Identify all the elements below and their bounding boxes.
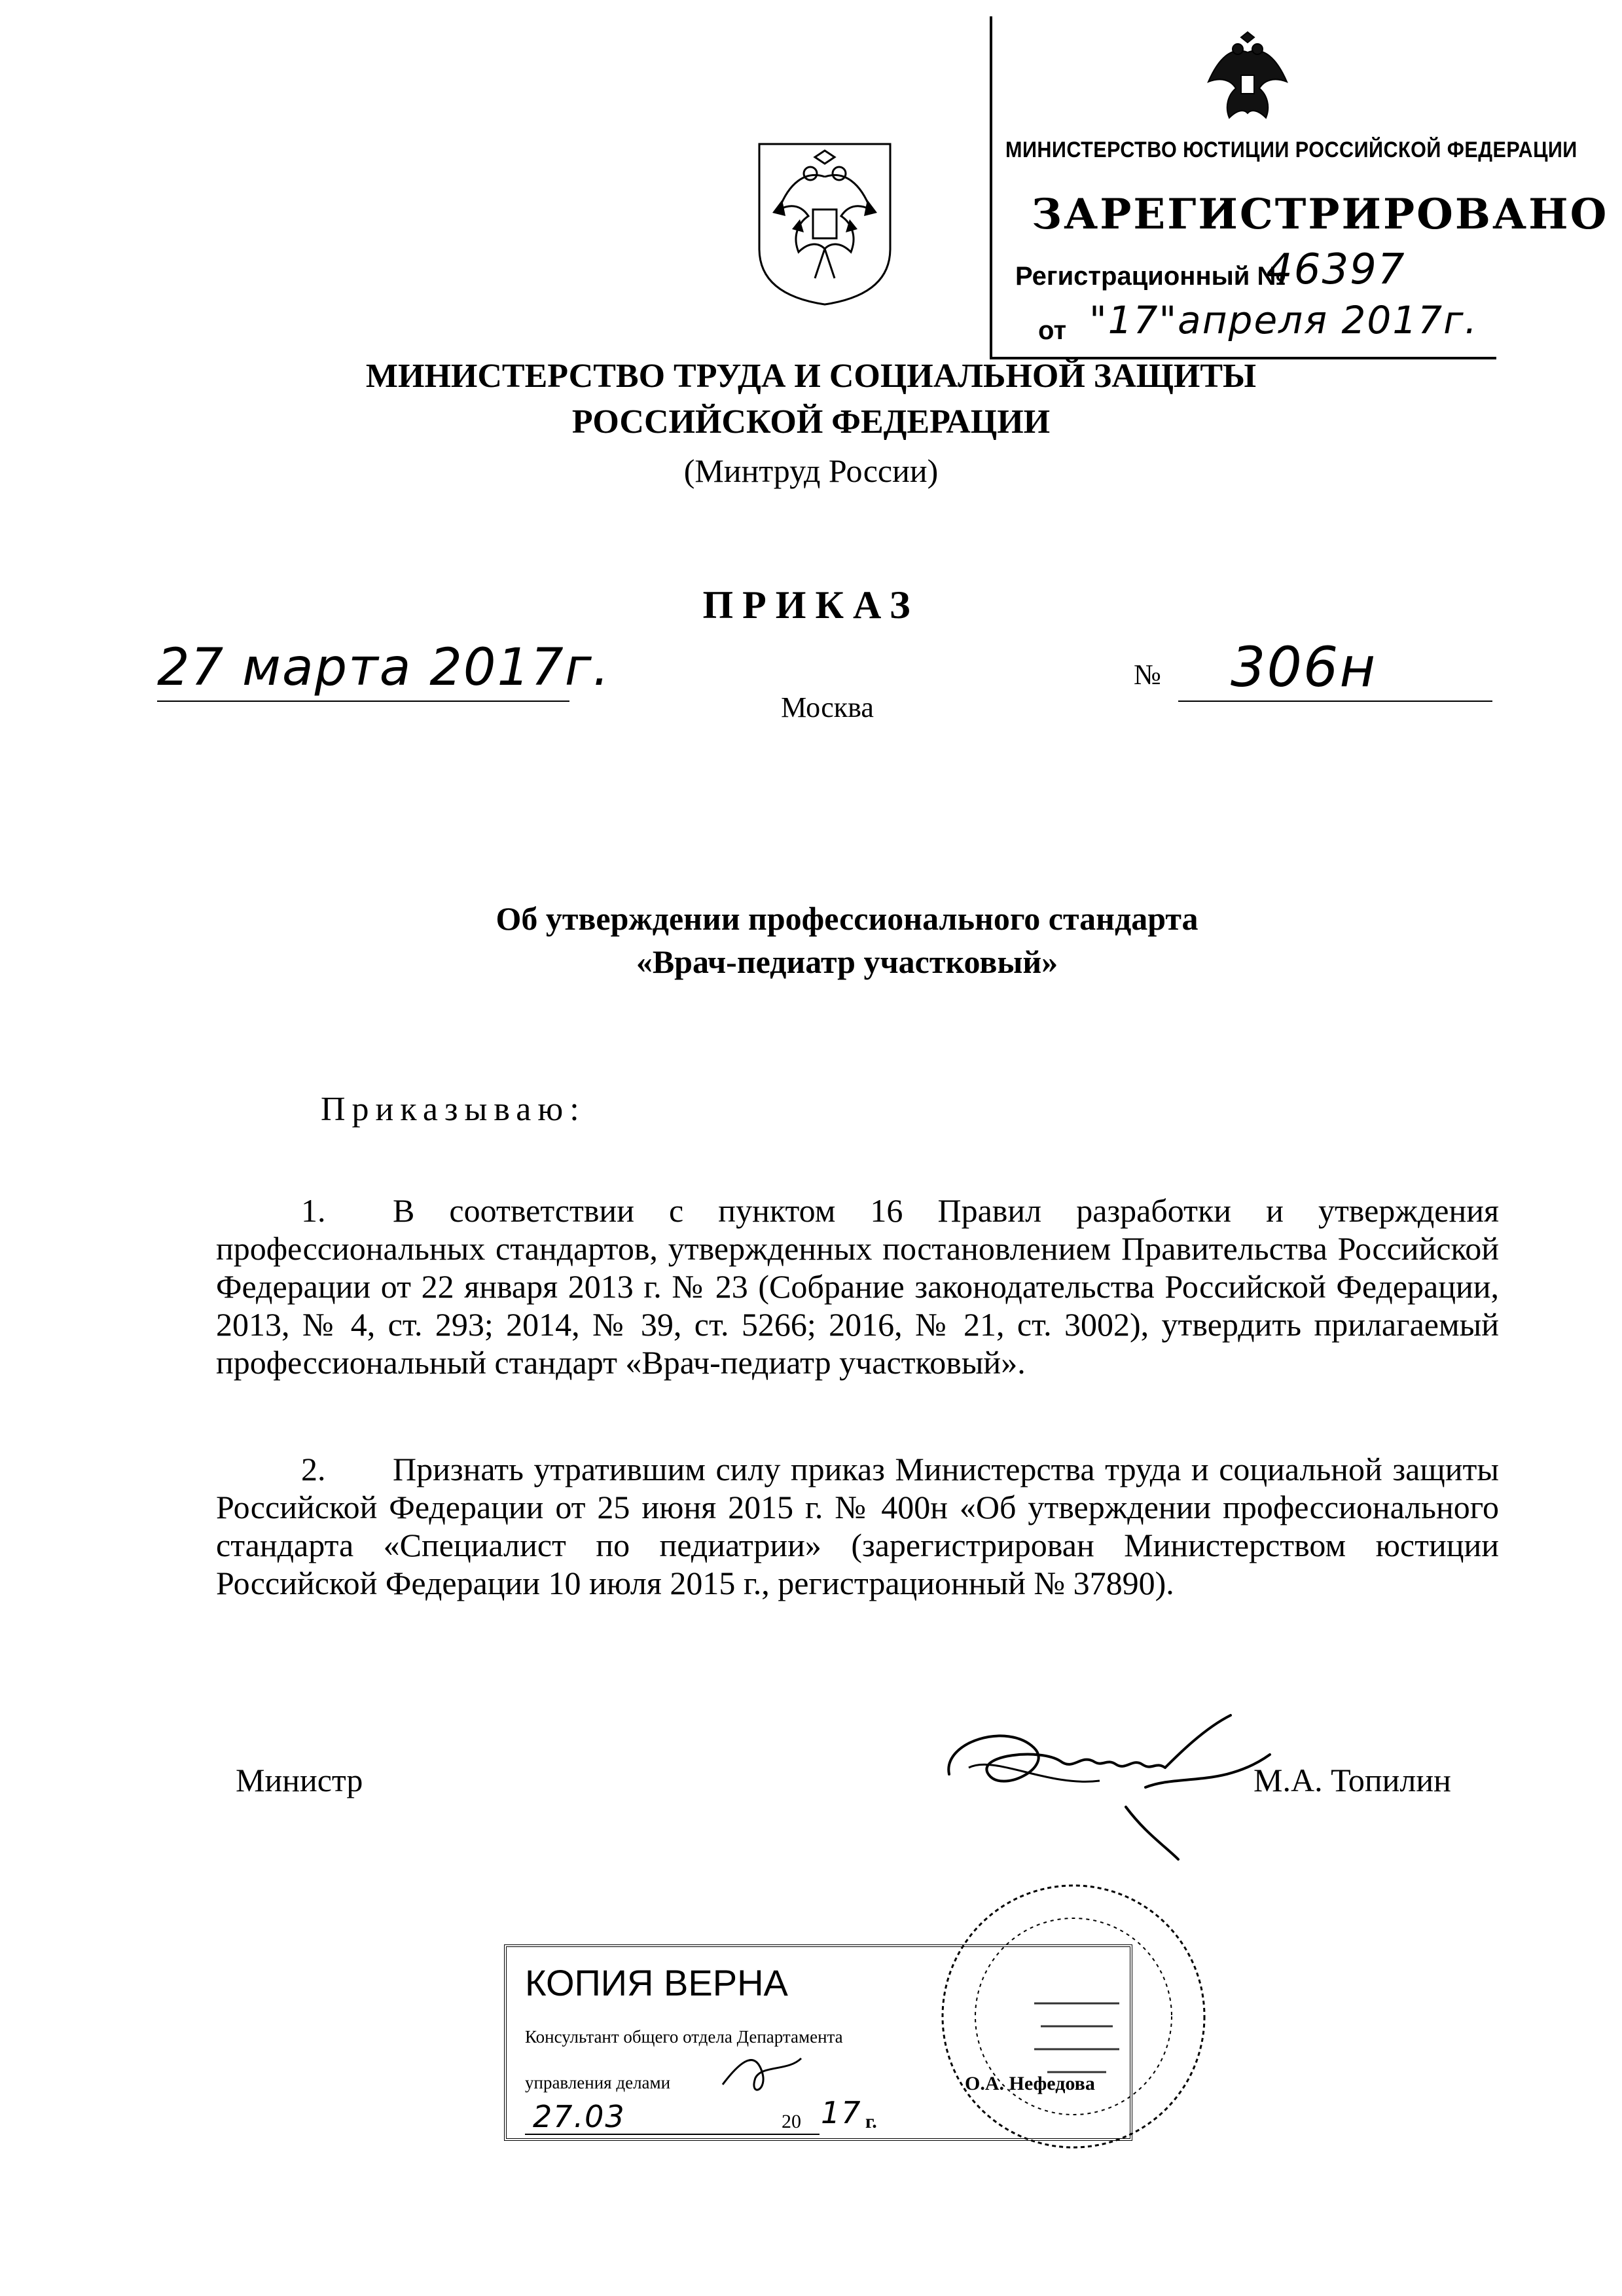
stamp-number-label: Регистрационный № [1015,262,1287,291]
signer-title: Министр [236,1762,363,1798]
stamp-date-value: "17"апреля 2017г. [1089,298,1479,342]
copy-verification-stamp [504,1944,1132,2141]
ministry-name-line1: МИНИСТЕРСТВО ТРУДА И СОЦИАЛЬНОЙ ЗАЩИТЫ [365,357,1257,395]
item-number: 2. [301,1451,326,1487]
order-preamble: Приказываю: [321,1091,586,1128]
copy-year-suffix: г. [865,2111,877,2132]
signature-icon [716,2045,808,2104]
order-number-sign: № [1134,659,1161,691]
stamp-number-value: 46397 [1266,246,1406,294]
document-title: ПРИКАЗ [702,583,920,627]
stamp-ministry: МИНИСТЕРСТВО ЮСТИЦИИ РОССИЙСКОЙ ФЕДЕРАЦИИ [1005,137,1577,162]
item-text: В соответствии с пунктом 16 Правил разработки и утверждения профессиональных стандартов, утвержденных постановлением Правительства Российской Федерации от 22 января 2013 г. № 23 (Собрание законодательства Российской Федерации, 2013, № 4, ст. 293; 2014, № 39, ст. 5266; 2016, № 21, ст. 3002), утвердить прилагаемый профессиональный стандарт «Врач-педиатр участковый». [216,1192,1499,1381]
signature-icon [929,1676,1296,1872]
ministry-name-line2: РОССИЙСКОЙ ФЕДЕРАЦИИ [571,403,1051,441]
copy-stamp-date: 27.03 [533,2099,626,2134]
order-subject-line1: Об утверждении профессионального стандарта [496,900,1198,937]
order-subject-line2: «Врач-педиатр участковый» [636,943,1058,980]
order-item [216,1450,1499,1602]
signer-name: М.А. Топилин [1253,1762,1451,1798]
order-number: 306н [1231,635,1377,699]
coat-of-arms-icon [753,137,897,308]
coat-of-arms-icon [1195,29,1300,128]
stamp-date-label: от [1038,316,1067,345]
order-item [216,1192,1499,1381]
copy-date-underline [525,2134,820,2135]
ministry-short-name: (Минтруд России) [683,452,939,489]
copy-stamp-position: Консультант общего отдела Департамента [525,2027,843,2047]
ministry-name [0,354,1622,445]
order-subject [0,897,1622,983]
copy-stamp-position: управления делами [525,2073,671,2092]
registration-stamp [990,16,1609,359]
stamp-status: ЗАРЕГИСТРИРОВАНО [1032,190,1609,239]
item-number: 1. [301,1192,326,1229]
copy-stamp-name: О.А. Нефедова [965,2073,1095,2094]
item-text: Признать утратившим силу приказ Министерства труда и социальной защиты Российской Федерации от 25 июня 2015 г. № 400н «Об утверждении профессионального стандарта «Специалист по педиатрии» (зарегистрирован Министерством юстиции Российской Федерации 10 июля 2015 г., регистрационный № 37890). [216,1451,1499,1601]
copy-year: 17 [821,2095,862,2130]
order-date: 27 марта 2017г. [157,638,611,697]
order-city: Москва [781,691,874,723]
copy-year-prefix: 20 [782,2111,801,2132]
copy-stamp-title: КОПИЯ ВЕРНА [525,1962,788,2003]
